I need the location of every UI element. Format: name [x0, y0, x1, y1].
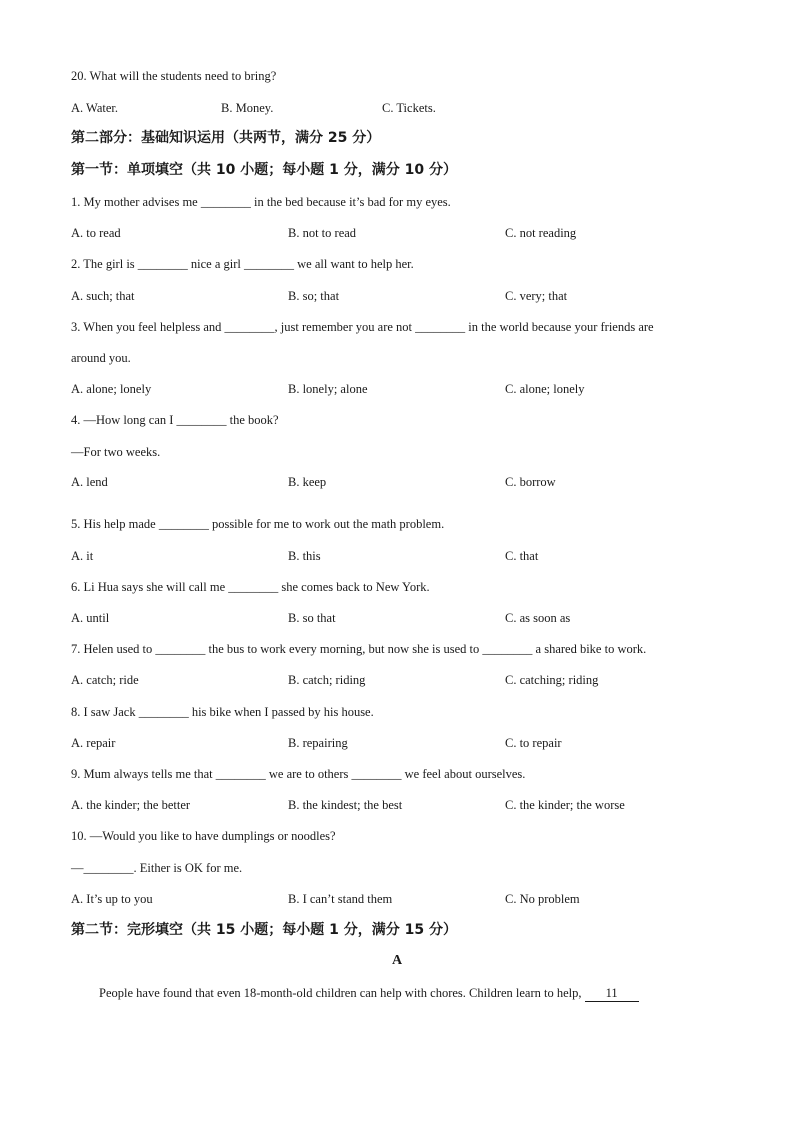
option-c: C. alone; lonely	[505, 382, 585, 396]
option-b: B. not to read	[288, 226, 357, 240]
option-a: A. lend	[71, 475, 108, 489]
option-c: C. that	[505, 549, 539, 563]
option-c: C. very; that	[505, 289, 568, 303]
question-6: 6. Li Hua says she will call me ________ she comes back to New York.	[71, 580, 430, 594]
option-a: A. it	[71, 549, 94, 563]
question-10-answer: —________. Either is OK for me.	[71, 861, 243, 875]
passage-title: A	[391, 953, 403, 968]
section2-heading: 第二节：完形填空（共 15 小题；每小题 1 分，满分 15 分）	[71, 922, 457, 938]
option-b: B. so; that	[288, 289, 340, 303]
cloze-blank-11: 11	[585, 985, 639, 1002]
option-b: B. catch; riding	[288, 673, 366, 687]
option-b: B. this	[288, 549, 321, 563]
question-3: 3. When you feel helpless and ________, just remember you are not ________ in the world because your friends are	[71, 320, 654, 334]
question-5: 5. His help made ________ possible for me to work out the math problem.	[71, 517, 445, 531]
question-4: 4. —How long can I ________ the book?	[71, 413, 279, 427]
question-9: 9. Mum always tells me that ________ we are to others ________ we feel about ourselves.	[71, 767, 526, 781]
option-c: C. borrow	[505, 475, 556, 489]
passage-text: People have found that even 18-month-old children can help with chores. Children learn to help,	[99, 986, 582, 1000]
option-a: A. Water.	[71, 101, 119, 115]
option-a: A. until	[71, 611, 110, 625]
option-c: C. No problem	[505, 892, 580, 906]
option-c: C. to repair	[505, 736, 562, 750]
option-a: A. catch; ride	[71, 673, 139, 687]
question-1: 1. My mother advises me ________ in the bed because it’s bad for my eyes.	[71, 195, 451, 209]
question-20: 20. What will the students need to bring?	[71, 69, 277, 83]
question-8: 8. I saw Jack ________ his bike when I passed by his house.	[71, 705, 374, 719]
option-c: C. Tickets.	[382, 101, 436, 115]
option-a: A. It’s up to you	[71, 892, 153, 906]
option-a: A. the kinder; the better	[71, 798, 191, 812]
passage-first-line	[99, 985, 734, 1002]
option-b: B. the kindest; the best	[288, 798, 403, 812]
option-b: B. keep	[288, 475, 327, 489]
option-a: A. alone; lonely	[71, 382, 152, 396]
option-b: B. so that	[288, 611, 336, 625]
question-3-continued: around you.	[71, 351, 131, 365]
option-a: A. such; that	[71, 289, 135, 303]
option-c: C. as soon as	[505, 611, 571, 625]
option-b: B. Money.	[221, 101, 274, 115]
option-c: C. the kinder; the worse	[505, 798, 625, 812]
option-b: B. I can’t stand them	[288, 892, 393, 906]
option-c: C. not reading	[505, 226, 577, 240]
question-10: 10. —Would you like to have dumplings or noodles?	[71, 829, 336, 843]
question-4-answer: —For two weeks.	[71, 445, 161, 459]
option-c: C. catching; riding	[505, 673, 599, 687]
option-b: B. repairing	[288, 736, 348, 750]
section1-heading: 第一节：单项填空（共 10 小题；每小题 1 分，满分 10 分）	[71, 162, 457, 178]
option-a: A. to read	[71, 226, 121, 240]
part2-heading: 第二部分：基础知识运用（共两节，满分 25 分）	[71, 130, 381, 146]
question-7: 7. Helen used to ________ the bus to work every morning, but now she is used to ________ a shared bike to work.	[71, 642, 647, 656]
option-a: A. repair	[71, 736, 116, 750]
option-b: B. lonely; alone	[288, 382, 368, 396]
question-2: 2. The girl is ________ nice a girl ________ we all want to help her.	[71, 257, 414, 271]
